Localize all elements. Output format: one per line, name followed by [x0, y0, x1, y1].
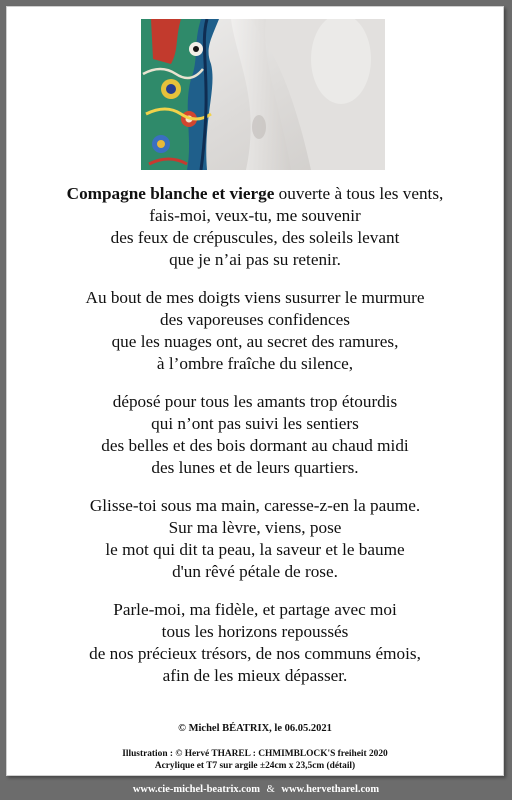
poem-line: afin de les mieux dépasser. [162, 666, 348, 685]
poem-line: tous les horizons repoussés [161, 622, 349, 641]
stanza-5 [7, 599, 503, 687]
poem-line: d'un rêvé pétale de rose. [172, 562, 338, 581]
illustration-artwork [141, 19, 385, 170]
poem-line: à l’ombre fraîche du silence, [156, 354, 354, 373]
poem-line: des feux de crépuscules, des soleils levant [110, 228, 400, 247]
poem-line: Parle-moi, ma fidèle, et partage avec moi [113, 600, 397, 619]
poem-line: qui n’ont pas suivi les sentiers [151, 414, 359, 433]
poem-line: Glisse-toi sous ma main, caresse-z-en la paume. [89, 496, 421, 515]
stanza-2 [7, 287, 503, 375]
poem-line: fais-moi, veux-tu, me souvenir [149, 206, 361, 225]
poem-line: Sur ma lèvre, viens, pose [168, 518, 342, 537]
poem-text [7, 183, 503, 703]
website-link-herve-tharel[interactable]: www.hervetharel.com [281, 784, 380, 795]
poem-line: des lunes et de leurs quartiers. [151, 458, 359, 477]
credits-line: Acrylique et T7 sur argile ±24cm x 23,5cm (détail) [154, 761, 356, 771]
poem-line [7, 183, 503, 205]
poem-line: déposé pour tous les amants trop étourdis [112, 392, 398, 411]
poem-line: le mot qui dit ta peau, la saveur et le baume [105, 540, 405, 559]
poem-line: que les nuages ont, au secret des ramures, [111, 332, 399, 351]
poem-line: des belles et des bois dormant au chaud midi [101, 436, 409, 455]
illustration-credits [7, 748, 503, 772]
website-link-michel-beatrix[interactable]: www.cie-michel-beatrix.com [132, 784, 260, 795]
credits-line: Illustration : © Hervé THAREL : CHMIMBLOCK'S freiheit 2020 [122, 749, 388, 759]
poem-line-rest: ouverte à tous les vents, [274, 184, 444, 203]
stanza-4 [7, 495, 503, 583]
poem-title-phrase: Compagne blanche et vierge [66, 184, 275, 203]
poem-line: Au bout de mes doigts viens susurrer le murmure [85, 288, 425, 307]
poem-line: de nos précieux trésors, de nos communs émois, [89, 644, 421, 663]
poem-page [6, 6, 504, 776]
poem-line: que je n’ai pas su retenir. [169, 250, 341, 269]
author-signature: © Michel BÉATRIX, le 06.05.2021 [178, 723, 332, 734]
footer-separator: & [266, 784, 275, 795]
stanza-3 [7, 391, 503, 479]
poem-line: des vaporeuses confidences [160, 310, 350, 329]
stanza-1 [7, 183, 503, 271]
footer-links [0, 779, 512, 800]
illustration-image [141, 19, 385, 170]
